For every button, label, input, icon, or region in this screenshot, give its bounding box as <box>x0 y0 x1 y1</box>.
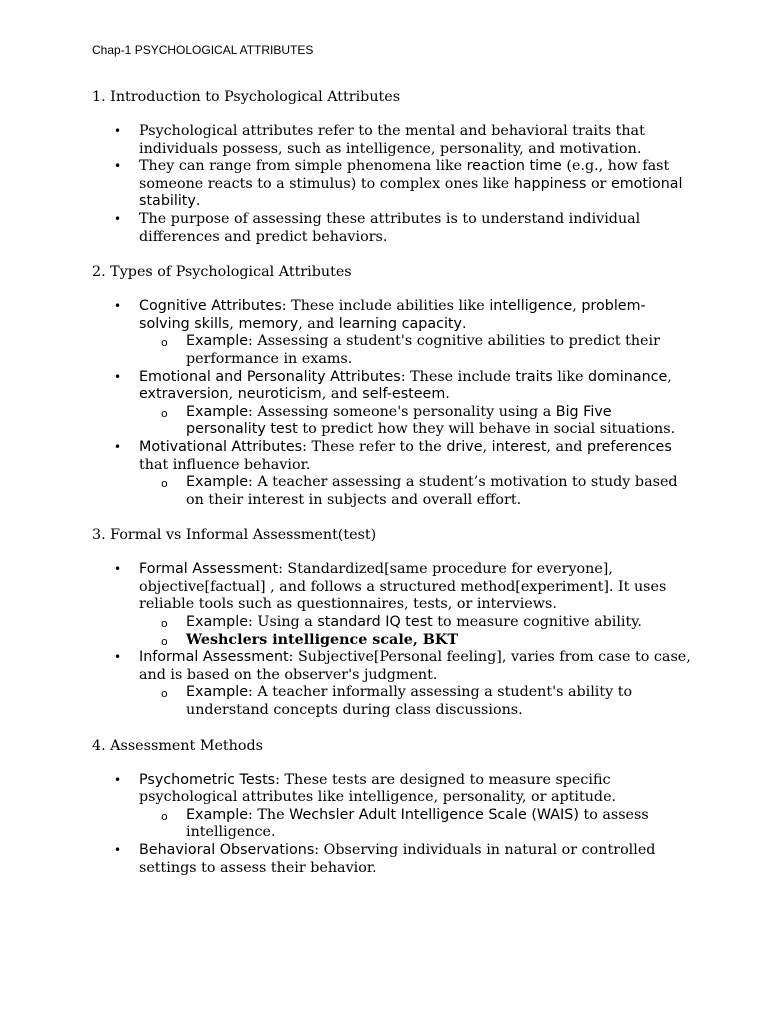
sub-list <box>139 807 692 842</box>
sub-list-item: o Example: Assessing a student's cognitive abilities to predict their performance in exams. <box>139 333 692 368</box>
section-1-heading: 1. Introduction to Psychological Attributes <box>92 89 401 105</box>
list-item: • Emotional and Personality Attributes: These include traits like dominance, extraversion, neuroticism, and self-esteem. o Example: Assessing someone's personality using a Big Five personality test to predict how they will behave in social situations. <box>92 369 692 439</box>
document-body <box>92 88 692 894</box>
sub-list <box>139 684 692 719</box>
list-item: • Psychological attributes refer to the mental and behavioral traits that individuals possess, such as intelligence, personality, and motivation. <box>92 123 692 158</box>
list-item: • They can range from simple phenomena like reaction time (e.g., how fast someone reacts to a stimulus) to complex ones like happiness or emotional stability. <box>92 158 692 211</box>
sub-list-item: o Example: Assessing someone's personality using a Big Five personality test to predict how they will behave in social situations. <box>139 404 692 439</box>
section-4-heading: 4. Assessment Methods <box>92 737 263 754</box>
page-header: Chap-1 PSYCHOLOGICAL ATTRIBUTES <box>92 43 314 57</box>
sub-list-item: o Weshclers intelligence scale, BKT <box>139 632 692 650</box>
sub-list-item: o Example: A teacher assessing a student’s motivation to study based on their interest in subjects and overall effort. <box>139 474 692 509</box>
list-item: • Psychometric Tests: These tests are designed to measure specific psychological attributes like intelligence, personality, or aptitude. o Example: The Wechsler Adult Intelligence Scale (WAIS) to assess intelligence. <box>92 772 692 842</box>
section-2-list <box>92 298 692 509</box>
list-item: • Motivational Attributes: These refer to the drive, interest, and preferences that influence behavior. o Example: A teacher assessing a student’s motivation to study based on their interest in subjects and overall effort. <box>92 439 692 509</box>
list-item: • The purpose of assessing these attributes is to understand individual differences and predict behaviors. <box>92 211 692 246</box>
sub-list-item: o Example: The Wechsler Adult Intelligence Scale (WAIS) to assess intelligence. <box>139 807 692 842</box>
list-item: • Cognitive Attributes: These include abilities like intelligence, problem-solving skills, memory, and learning capacity. o Example: Assessing a student's cognitive abilities to predict their performance in exams. <box>92 298 692 368</box>
list-item: • Behavioral Observations: Observing individuals in natural or controlled settings to assess their behavior. <box>92 842 692 877</box>
sub-list <box>139 404 692 439</box>
sub-list-item: o Example: A teacher informally assessing a student's ability to understand concepts during class discussions. <box>139 684 692 719</box>
list-item: • Formal Assessment: Standardized[same procedure for everyone], objective[factual] , and follows a structured method[experiment]. It uses reliable tools such as questionnaires, tests, or interviews. o Example: Using a standard IQ test to measure cognitive ability. o Weshclers intelligence scale, BKT <box>92 561 692 649</box>
section-4-list <box>92 772 692 878</box>
sub-list <box>139 614 692 649</box>
sub-list-item: o Example: Using a standard IQ test to measure cognitive ability. <box>139 614 692 632</box>
section-2-heading: 2. Types of Psychological Attributes <box>92 264 352 281</box>
list-item: • Informal Assessment: Subjective[Personal feeling], varies from case to case, and is based on the observer's judgment. o Example: A teacher informally assessing a student's ability to understand concepts during class discussions. <box>92 649 692 719</box>
section-1-list <box>92 123 692 246</box>
sub-list <box>139 333 692 368</box>
section-3-heading: 3. Formal vs Informal Assessment(test) <box>92 527 377 544</box>
section-3-list <box>92 561 692 719</box>
sub-list <box>139 474 692 509</box>
